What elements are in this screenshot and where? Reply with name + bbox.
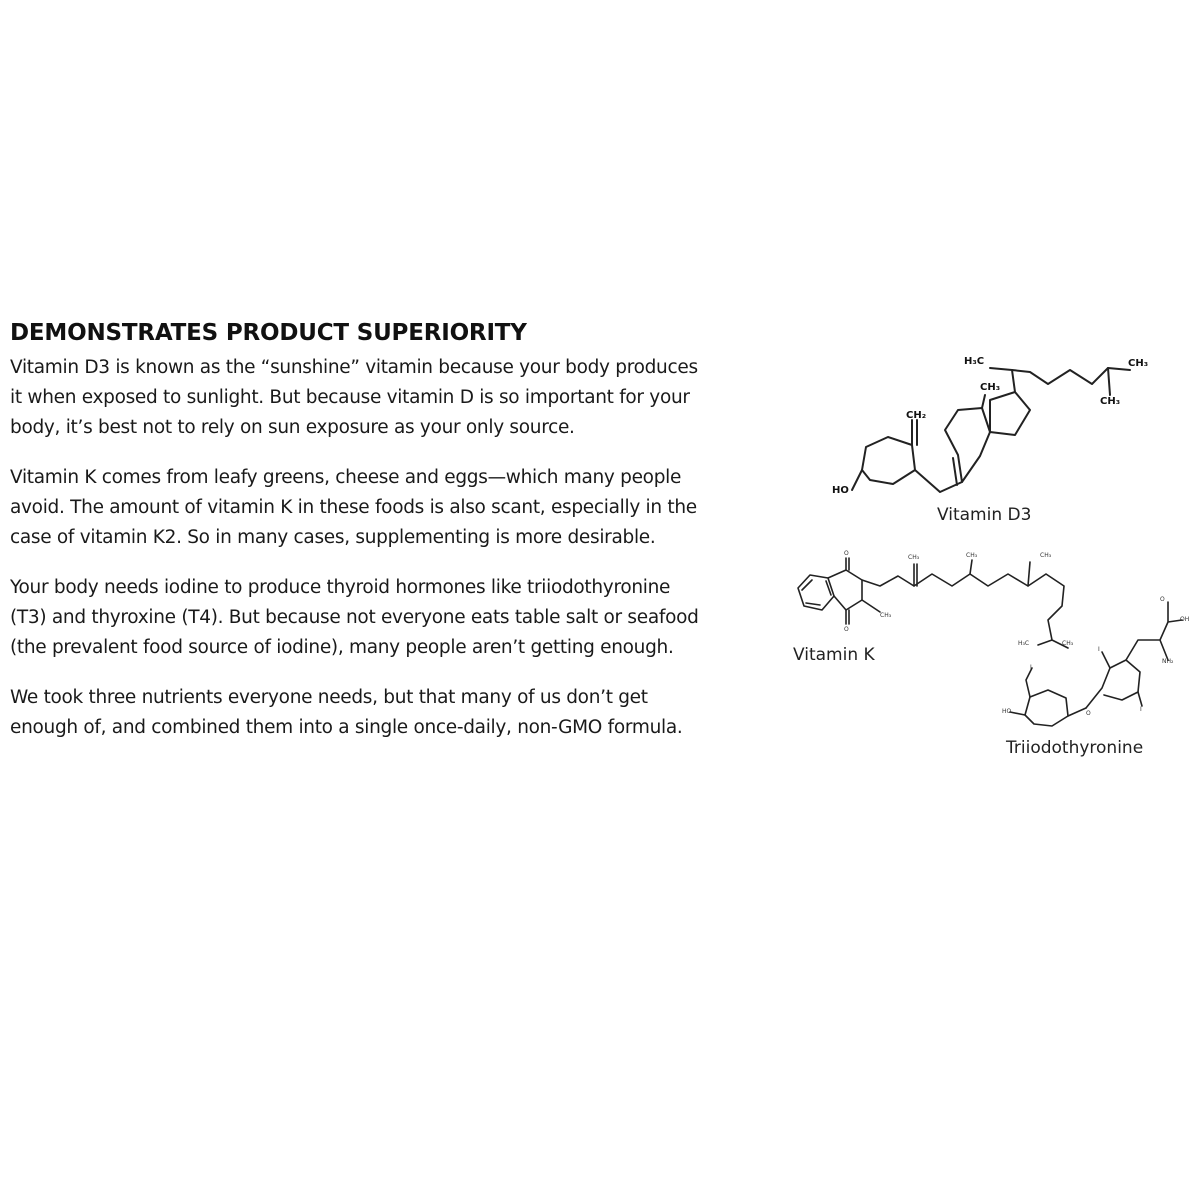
atom-t3-o-bridge: O <box>1086 710 1091 717</box>
section-heading: DEMONSTRATES PRODUCT SUPERIORITY <box>10 320 527 346</box>
atom-ch3-right-lower: CH₃ <box>1100 396 1121 407</box>
atom-k-ch3-end: CH₃ <box>1062 640 1074 647</box>
atom-t3-ho: HO <box>1002 708 1012 715</box>
atom-t3-nh2: NH₂ <box>1162 658 1174 665</box>
atom-h3c: H₃C <box>964 356 985 367</box>
triiodothyronine-label: Triiodothyronine <box>1006 738 1144 758</box>
vitamin-k-structure <box>798 558 1068 648</box>
atom-t3-i-2: I <box>1098 646 1100 653</box>
atom-k-h3c-end: H₃C <box>1018 640 1030 647</box>
atom-ch3-ring-d: CH₃ <box>980 382 1001 393</box>
atom-t3-oh-acid: OH <box>1180 616 1190 623</box>
atom-t3-i-1: I <box>1030 664 1032 671</box>
atom-k-o-bottom: O <box>844 626 849 633</box>
paragraph-iodine: Your body needs iodine to produce thyroid hormones like triiodothyronine (T3) and thyroxine (T4). But because not everyone eats table salt or seafood (the prevalent food source of iodine), many people aren’t getting enough. <box>10 577 699 658</box>
atom-t3-o-acid: O <box>1160 596 1165 603</box>
atom-ch2-ring-a: CH₂ <box>906 410 927 421</box>
paragraph-vitamin-d3: Vitamin D3 is known as the “sunshine” vitamin because your body produces it when exposed to sunlight. But because vitamin D is so important for your body, it’s best not to rely on sun exposure as your only source. <box>10 357 698 438</box>
atom-k-o-top: O <box>844 550 849 557</box>
paragraph-summary: We took three nutrients everyone needs, but that many of us don’t get enough of, and combined them into a single once-daily, non-GMO formula. <box>10 687 683 738</box>
atom-k-ch3-ring: CH₃ <box>880 612 892 619</box>
atom-k-ch3-1: CH₃ <box>908 554 920 561</box>
vitamin-d3-label: Vitamin D3 <box>937 505 1032 525</box>
atom-k-ch3-2: CH₃ <box>966 552 978 559</box>
atom-t3-i-3: I <box>1140 706 1142 713</box>
triiodothyronine-structure <box>1010 602 1182 726</box>
vitamin-k-label: Vitamin K <box>793 645 875 665</box>
atom-ho: HO <box>832 485 849 496</box>
paragraph-vitamin-k: Vitamin K comes from leafy greens, cheese and eggs—which many people avoid. The amount of vitamin K in these foods is also scant, especially in the case of vitamin K2. So in many cases, supplementing is more desirable. <box>10 467 697 548</box>
atom-ch3-top-right: CH₃ <box>1128 358 1149 369</box>
atom-k-ch3-3: CH₃ <box>1040 552 1052 559</box>
